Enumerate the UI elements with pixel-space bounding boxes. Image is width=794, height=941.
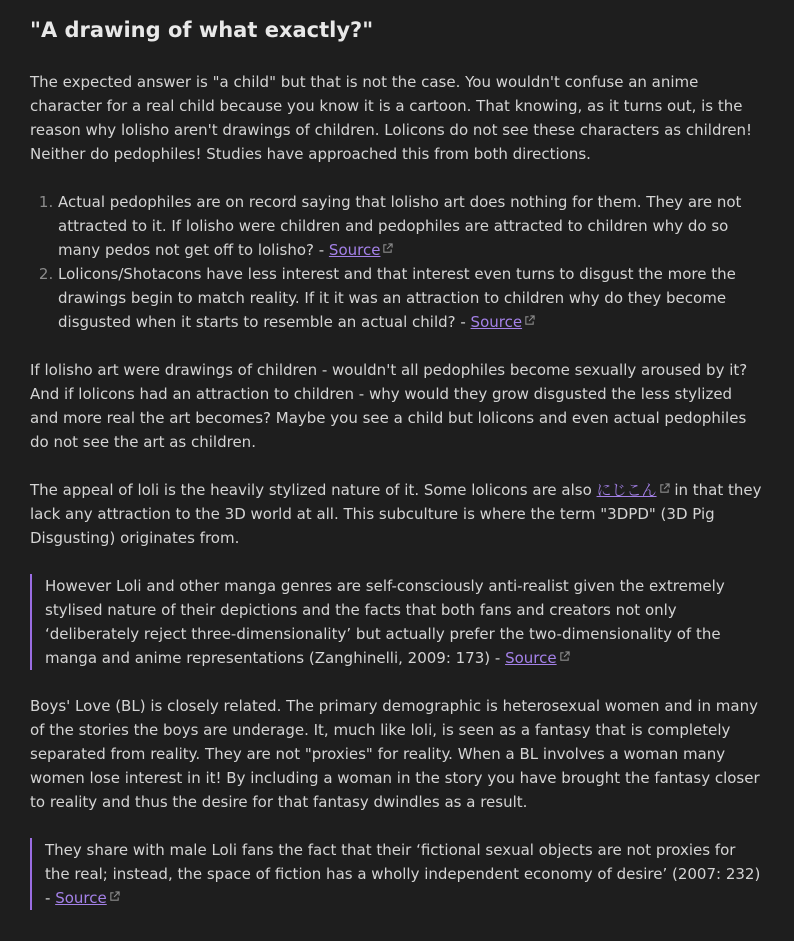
page-title: "A drawing of what exactly?"	[30, 18, 374, 42]
source-link[interactable]: Source	[55, 889, 107, 907]
source-link[interactable]: Source	[505, 649, 557, 667]
list-item	[58, 190, 764, 262]
intro-paragraph: The expected answer is "a child" but that is not the case. You wouldn't confuse an anime character for a real child because you know it is a cartoon. That knowing, as it turns out, is the reason why lolisho aren't drawings of children. Lolicons do not see these characters as children! Neither do pedophiles! Studies have approached this from both directions.	[30, 73, 753, 163]
nijikon-link[interactable]: にじこん	[596, 481, 657, 499]
list-item	[58, 262, 764, 334]
paragraph-2: If lolisho art were drawings of children - wouldn't all pedophiles become sexually aroused by it? And if lolicons had an attraction to children - why would they grow disgusted the less stylized and more real the art becomes? Maybe you see a child but lolicons and even actual pedophiles do not see the art as children.	[30, 361, 748, 451]
list-item-text: Actual pedophiles are on record saying that lolisho art does nothing for them. They are not attracted to it. If lolisho were children and pedophiles are attracted to children why do so many pedos not get off to lolisho? -	[58, 193, 742, 259]
quote-text: They share with male Loli fans the fact that their ‘fictional sexual objects are not proxies for the real; instead, the space of fiction has a wholly independent economy of desire’ (2007: 232) -	[45, 841, 761, 907]
evidence-list	[30, 190, 764, 334]
external-link-icon	[559, 651, 570, 662]
paragraph-3: The appeal of loli is the heavily stylized nature of it. Some lolicons are also にじこん in that they lack any attraction to the 3D world at all. This subculture is where the term "3DPD" (3D Pig Disgusting) originates from.	[30, 481, 762, 547]
external-link-icon	[382, 243, 393, 254]
list-item-text: Lolicons/Shotacons have less interest and that interest even turns to disgust the more the drawings begin to match reality. If it it was an attraction to children why do they become disgusted when it starts to resemble an actual child? -	[58, 265, 736, 331]
blockquote-2	[30, 838, 764, 910]
external-link-icon	[659, 483, 670, 494]
external-link-icon	[524, 315, 535, 326]
paragraph-4: Boys' Love (BL) is closely related. The primary demographic is heterosexual women and in many of the stories the boys are underage. It, much like loli, is seen as a fantasy that is completely separated from reality. They are not "proxies" for reality. When a BL involves a woman many women lose interest in it! By including a woman in the story you have brought the fantasy closer to reality and thus the desire for that fantasy dwindles as a result.	[30, 697, 760, 811]
source-link[interactable]: Source	[470, 313, 523, 331]
source-link[interactable]: Source	[328, 241, 381, 259]
blockquote-1	[30, 574, 764, 670]
external-link-icon	[109, 891, 120, 902]
quote-text: However Loli and other manga genres are self-consciously anti-realist given the extremely stylised nature of their depictions and the facts that both fans and creators not only ‘deliberately reject three-dimensionality’ but actually prefer the two-dimensionality of the manga and anime representations (Zanghinelli, 2009: 173) -	[45, 577, 725, 667]
